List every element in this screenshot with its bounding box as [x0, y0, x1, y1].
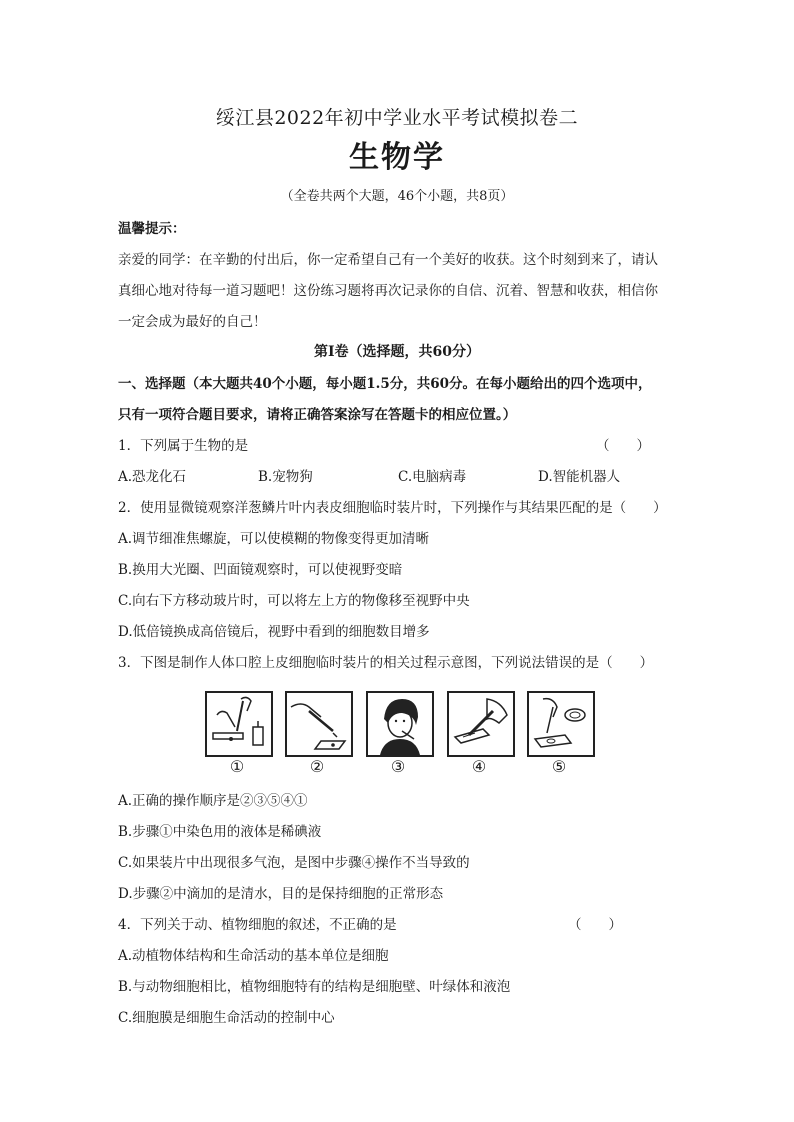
- step-3-panel: [366, 691, 434, 757]
- question-2-option-d: D.低倍镜换成高倍镜后，视野中看到的细胞数目增多: [118, 624, 430, 640]
- staining-step-icon: [207, 693, 271, 755]
- step-5-panel: [527, 691, 595, 757]
- question-1-option-c: C.电脑病毒: [398, 469, 467, 485]
- question-3-option-c: C.如果装片中出现很多气泡，是图中步骤④操作不当导致的: [118, 855, 470, 871]
- question-1-option-d: D.智能机器人: [538, 469, 621, 485]
- question-1-option-b: B.宠物狗: [258, 469, 313, 485]
- exam-meta: （全卷共两个大题，46个小题，共8页）: [280, 189, 514, 204]
- coverslip-step-icon: [449, 693, 513, 755]
- question-4-option-b: B.与动物细胞相比，植物细胞特有的结构是细胞壁、叶绿体和液泡: [118, 979, 511, 995]
- answer-paren: （ ）: [596, 438, 650, 454]
- question-4-stem: 4．下列关于动、植物细胞的叙述，不正确的是: [118, 917, 397, 933]
- part-title: 第Ⅰ卷（选择题，共60分）: [313, 344, 481, 360]
- figure-label-4: ④: [471, 757, 487, 776]
- question-1-option-a: A.恐龙化石: [118, 469, 187, 485]
- question-3-option-a: A.正确的操作顺序是②③⑤④①: [118, 793, 308, 809]
- figure-label-1: ①: [229, 757, 245, 776]
- answer-paren: （ ）: [568, 917, 622, 933]
- question-3-option-d: D.步骤②中滴加的是清水，目的是保持细胞的正常形态: [118, 886, 444, 902]
- tips-line: 真细心地对待每一道习题吧！这份练习题将再次记录你的自信、沉着、智慧和收获，相信你: [118, 283, 658, 299]
- figure-label-3: ③: [390, 757, 406, 776]
- question-4-option-c: C.细胞膜是细胞生命活动的控制中心: [118, 1010, 335, 1026]
- figure-label-5: ⑤: [551, 757, 567, 776]
- tips-heading: 温馨提示：: [118, 221, 186, 237]
- question-2-stem: 2．使用显微镜观察洋葱鳞片叶内表皮细胞临时装片时，下列操作与其结果匹配的是（ ）: [118, 500, 667, 516]
- question-2-option-b: B.换用大光圈、凹面镜观察时，可以使视野变暗: [118, 562, 403, 578]
- slide-preparation-figure: [205, 691, 593, 781]
- section-instruction: 一、选择题（本大题共40个小题，每小题1.5分，共60分。在每小题给出的四个选项中，: [118, 376, 652, 392]
- question-2-option-c: C.向右下方移动玻片时，可以将左上方的物像移至视野中央: [118, 593, 470, 609]
- question-1-stem: 1．下列属于生物的是: [118, 438, 249, 454]
- figure-label-2: ②: [309, 757, 325, 776]
- step-4-panel: [447, 691, 515, 757]
- question-3-stem: 3．下图是制作人体口腔上皮细胞临时装片的相关过程示意图，下列说法错误的是（ ）: [118, 655, 654, 671]
- exam-title: 绥江县2022年初中学业水平考试模拟卷二: [215, 107, 579, 129]
- subject-title: 生物学: [349, 140, 445, 175]
- section-instruction: 只有一项符合题目要求，请将正确答案涂写在答题卡的相应位置。）: [118, 407, 517, 423]
- tips-line: 亲爱的同学：在辛勤的付出后，你一定希望自己有一个美好的收获。这个时刻到来了，请认: [118, 252, 658, 268]
- tips-line: 一定会成为最好的自己！: [118, 314, 267, 330]
- question-4-option-a: A.动植物体结构和生命活动的基本单位是细胞: [118, 948, 389, 964]
- sample-step-icon: [529, 693, 593, 755]
- question-3-option-b: B.步骤①中染色用的液体是稀碘液: [118, 824, 322, 840]
- dropper-step-icon: [287, 693, 351, 755]
- step-1-panel: [205, 691, 273, 757]
- person-scraping-icon: [368, 693, 432, 755]
- step-2-panel: [285, 691, 353, 757]
- question-2-option-a: A.调节细准焦螺旋，可以使模糊的物像变得更加清晰: [118, 531, 430, 547]
